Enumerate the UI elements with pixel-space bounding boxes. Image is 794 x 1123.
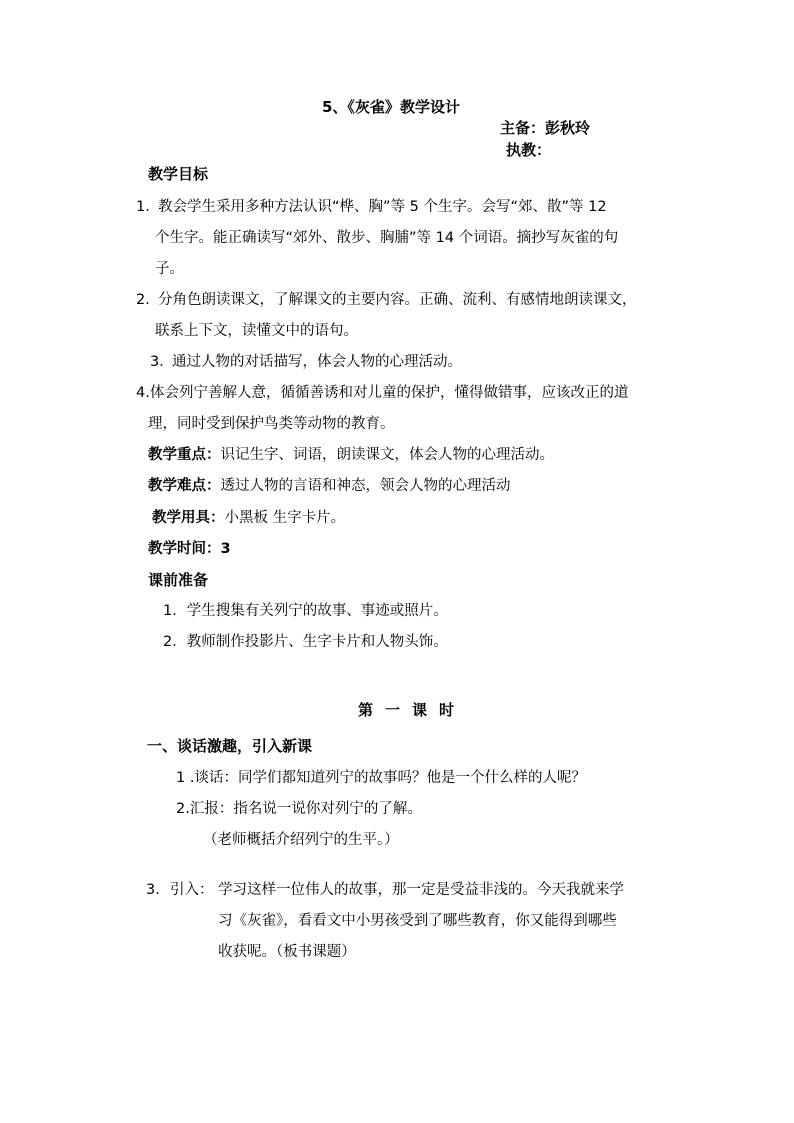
difficulties-text: 透过人物的言语和神态，领会人物的心理活动 <box>220 478 511 494</box>
time-label: 教学时间： <box>148 541 221 557</box>
preparation-item-2: 2．教师制作投影片、生字卡片和人物头饰。 <box>163 634 448 650</box>
document-title: 5、《灰雀》教学设计 <box>322 98 460 116</box>
step-3-line-1: 学习这样一位伟人的故事，那一定是受益非浅的。今天我就来学 <box>218 882 624 898</box>
objective-2-line-2: 联系上下文，读懂文中的语句。 <box>155 323 358 339</box>
objectives-heading: 教学目标 <box>148 165 209 183</box>
section-1-heading: 一、谈话激趣，引入新课 <box>147 737 313 755</box>
step-3-number: 3． <box>146 882 170 898</box>
step-3-line-3: 收获呢。（板书课题） <box>218 944 356 960</box>
tools-text: 小黑板 生字卡片。 <box>224 510 346 526</box>
teaching-time <box>148 539 231 559</box>
objective-1-line-1: 教会学生采用多种方法认识“桦、胸”等 5 个生字。会写“郊、散”等 12 <box>158 199 607 215</box>
key-points <box>148 445 554 465</box>
objective-3-number: 3． <box>150 354 174 370</box>
step-3-line-2: 习《灰雀》，看看文中小男孩受到了哪些教育，你又能得到哪些 <box>218 913 617 929</box>
time-value: 3 <box>220 541 231 557</box>
key-points-label: 教学重点： <box>148 447 221 463</box>
difficulties-label: 教学难点： <box>148 478 221 494</box>
tools <box>152 508 345 528</box>
difficulties <box>148 476 511 496</box>
objective-4-line-2: 理，同时受到保护鸟类等动物的教育。 <box>148 416 395 432</box>
objective-1-line-3: 子。 <box>155 261 184 277</box>
objective-1-number: 1． <box>136 199 160 215</box>
preparation-heading: 课前准备 <box>148 571 209 589</box>
key-points-text: 识记生字、词语，朗读课文，体会人物的心理活动。 <box>220 447 554 463</box>
objective-1-line-2: 个生字。能正确读写“郊外、散步、胸脯”等 14 个词语。摘抄写灰雀的句 <box>155 230 619 246</box>
objective-2-line-1: 分角色朗读课文，了解课文的主要内容。正确、流利、有感情地朗读课文， <box>158 292 637 308</box>
step-2-note: （老师概括介绍列宁的生平。） <box>203 832 399 848</box>
objective-3-line-1: 通过人物的对话描写，体会人物的心理活动。 <box>172 354 462 370</box>
taught-by: 执教： <box>506 141 552 159</box>
step-2: 2.汇报：指名说一说你对列宁的了解。 <box>176 801 422 817</box>
preparation-item-1: 1．学生搜集有关列宁的故事、事迹或照片。 <box>163 603 448 619</box>
tools-label: 教学用具： <box>152 510 225 526</box>
objective-4-line-1: 体会列宁善解人意，循循善诱和对儿童的保护，懂得做错事，应该改正的道 <box>150 385 629 401</box>
step-1: 1 .谈话：同学们都知道列宁的故事吗？他是一个什么样的人呢？ <box>176 770 586 786</box>
objective-2-number: 2． <box>136 292 160 308</box>
prepared-by: 主备：彭秋玲 <box>500 119 591 137</box>
objective-4-number: 4. <box>136 385 150 401</box>
lesson-title: 第一课时 <box>358 701 467 719</box>
step-3-label: 引入： <box>170 882 214 898</box>
